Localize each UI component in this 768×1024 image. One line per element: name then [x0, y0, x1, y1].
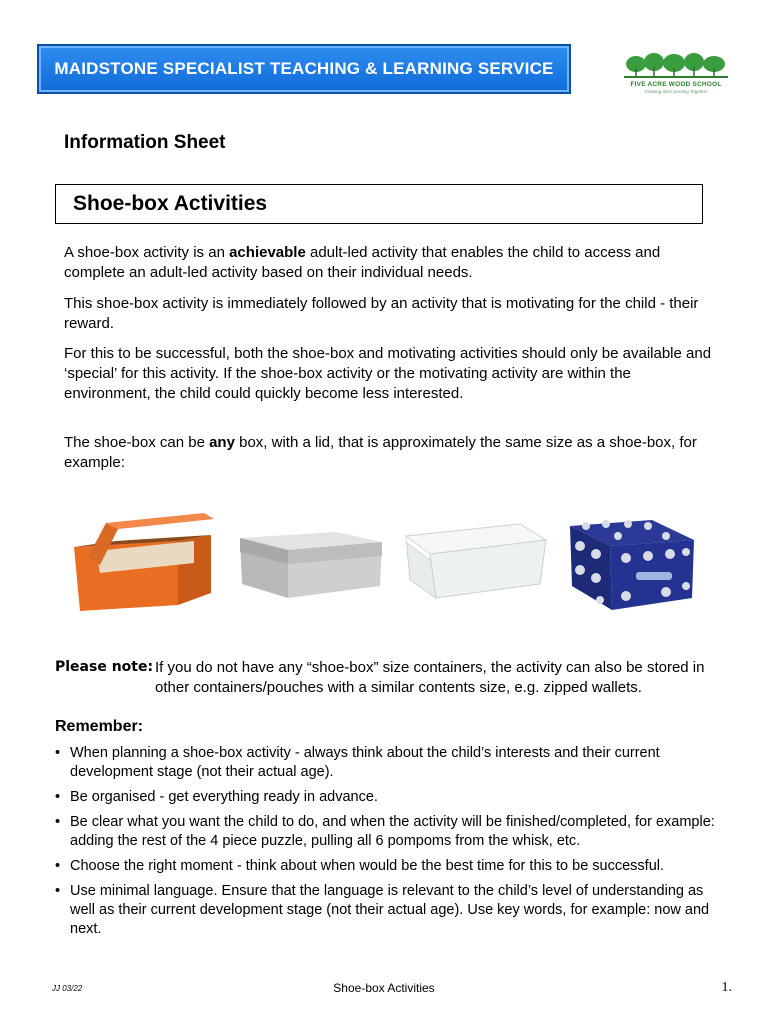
bullet-icon: •: [55, 814, 61, 830]
page-title-text: Shoe-box Activities: [73, 192, 268, 215]
intro-paragraph-2: This shoe-box activity is immediately followed by an activity that is motivating for the child - their reward.: [64, 295, 699, 332]
school-logo: [622, 52, 730, 98]
bullet-icon: •: [55, 858, 61, 874]
bullet-icon: •: [55, 745, 61, 761]
grey-cardboard-shoebox-icon: [236, 508, 386, 604]
achievable-emphasis: achievable: [229, 244, 306, 261]
note-text: If you do not have any “shoe-box” size containers, the activity can also be stored in other containers/pouches with a similar contents size, e.g. zipped wallets.: [155, 659, 705, 696]
blue-polka-dot-box-icon: [566, 516, 698, 612]
orange-cardboard-shoebox-icon: [66, 505, 216, 615]
page-number: 1.: [721, 980, 732, 995]
remember-list: [52, 744, 724, 945]
logo-tagline: Growing and Learning Together: [644, 89, 708, 94]
intro-paragraph-3: For this to be successful, both the shoe-box and motivating activities should only be available and ‘special’ for this activity. If the shoe-box activity or the motivating activity are within the environment, the child could quickly become less interested.: [64, 345, 712, 402]
any-emphasis: any: [209, 434, 235, 451]
page-title: [55, 184, 703, 224]
bullet-icon: •: [55, 883, 61, 899]
list-item: • Be clear what you want the child to do, and when the activity will be finished/completed, for example: adding the rest of the 4 piece puzzle, pulling all 6 pompoms from the whisk, etc.: [55, 814, 715, 849]
intro-paragraph-4: The shoe-box can be any box, with a lid, that is approximately the same size as a shoe-box, for example:: [64, 434, 697, 471]
footer-title: Shoe-box Activities: [333, 981, 435, 995]
logo-text: FIVE ACRE WOOD SCHOOL: [630, 81, 722, 88]
intro-paragraph-1: A shoe-box activity is an achievable adult-led activity that enables the child to access and complete an adult-led activity based on their individual needs.: [64, 244, 661, 281]
banner-title: MAIDSTONE SPECIALIST TEACHING & LEARNING SERVICE: [54, 59, 554, 78]
note-label: Please note:: [55, 659, 154, 675]
sheet-label: Information Sheet: [64, 132, 226, 153]
remember-heading: Remember:: [55, 718, 144, 735]
footer-reference: JJ 03/22: [52, 984, 83, 993]
list-item: • Use minimal language. Ensure that the language is relevant to the child’s level of understanding as well as their current development stage (not their actual age). Use key words, for example: now and next.: [55, 883, 710, 937]
list-item: • Choose the right moment - think about when would be the best time for this to be successful.: [55, 858, 665, 874]
list-item: • When planning a shoe-box activity - always think about the child’s interests and their current development stage (not their actual age).: [55, 745, 660, 780]
service-banner: [37, 44, 571, 94]
trees-icon: [622, 52, 730, 82]
clear-plastic-box-icon: [400, 518, 550, 604]
bullet-icon: •: [55, 789, 61, 805]
list-item: • Be organised - get everything ready in advance.: [55, 789, 378, 805]
